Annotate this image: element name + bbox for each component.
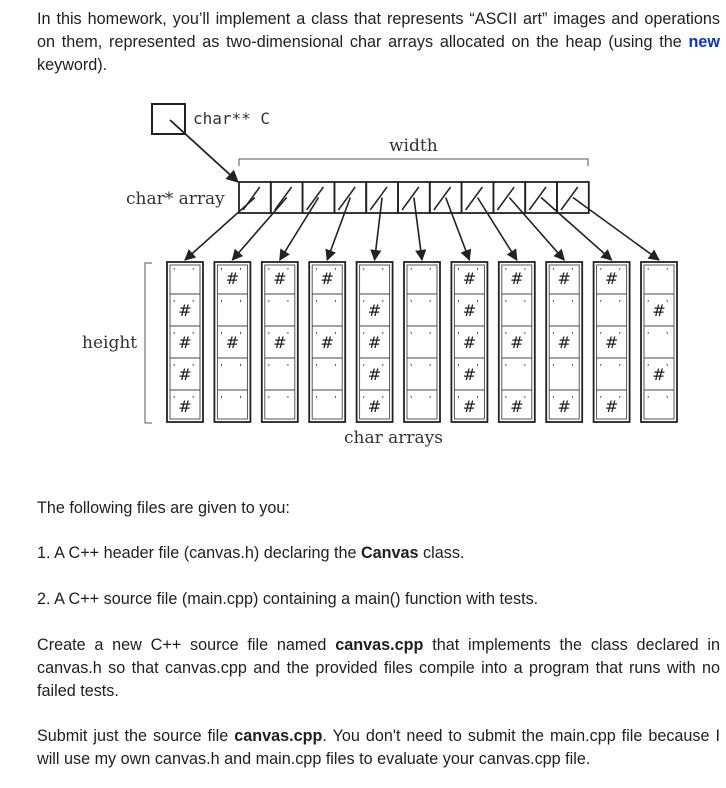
char-cell-quote: ’ bbox=[192, 299, 195, 310]
char-cell-quote: ’ bbox=[192, 267, 195, 278]
char-cell-quote: ’ bbox=[267, 395, 271, 406]
width-bracket bbox=[239, 159, 588, 166]
char-cell-quote: ’ bbox=[523, 299, 527, 310]
submit-text-end: . You don't need to submit the main.cpp file because I will use my own canvas.h and main.cpp files to evaluate your canvas.cpp file. bbox=[37, 727, 721, 768]
char-cell-quote: ’ bbox=[267, 331, 271, 342]
char-cell-quote: ’ bbox=[618, 267, 621, 278]
char-cell-quote: ’ bbox=[571, 267, 574, 278]
char-cell-quote: ’ bbox=[666, 395, 669, 406]
char-cell-quote: ’ bbox=[286, 363, 290, 374]
char-cell-quote: ’ bbox=[334, 395, 337, 406]
pointer-arrow-to-array bbox=[375, 198, 383, 261]
char-cell-quote: ’ bbox=[647, 363, 650, 374]
pointer-cell-stroke bbox=[497, 187, 514, 210]
char-cell-quote: ’ bbox=[457, 331, 460, 342]
char-cell-quote: ’ bbox=[381, 395, 384, 406]
create-paragraph bbox=[37, 634, 720, 703]
char-cell-hash: # bbox=[178, 397, 192, 416]
char-cell-quote: ’ bbox=[504, 267, 508, 278]
char-cell-quote: ’ bbox=[618, 299, 621, 310]
char-cell-quote: ’ bbox=[647, 267, 650, 278]
char-cell-quote: ’ bbox=[552, 331, 555, 342]
create-text: Create a new C++ source file named bbox=[37, 636, 336, 654]
char-cell-quote: ’ bbox=[362, 331, 365, 342]
intro-paragraph bbox=[37, 8, 720, 77]
char-cell-quote: ’ bbox=[571, 395, 574, 406]
char-cell-quote: ’ bbox=[552, 363, 555, 374]
char-cell-hash: # bbox=[510, 269, 524, 288]
char-cell-hash: # bbox=[367, 365, 382, 384]
char-cell-quote: ’ bbox=[362, 395, 365, 406]
char-cell-quote: ’ bbox=[315, 267, 318, 278]
char-cell-quote: ’ bbox=[315, 395, 318, 406]
char-cell-quote: ’ bbox=[315, 363, 318, 374]
char-cell-quote: ’ bbox=[429, 267, 432, 278]
char-cell-quote: ’ bbox=[523, 331, 527, 342]
char-cell-hash: # bbox=[178, 301, 192, 320]
char-cell-hash: # bbox=[557, 269, 571, 288]
char-cell-quote: ’ bbox=[220, 299, 223, 310]
char-cell-quote: ’ bbox=[599, 363, 602, 374]
char-cell-hash: # bbox=[367, 301, 382, 320]
char-cell-hash: # bbox=[652, 301, 666, 320]
keyword-new: new bbox=[688, 33, 720, 51]
char-cell-quote: ’ bbox=[571, 363, 574, 374]
char-cell-hash: # bbox=[604, 397, 619, 416]
char-array-column bbox=[262, 262, 298, 422]
char-cell-hash: # bbox=[462, 301, 477, 320]
char-cell-quote: ’ bbox=[523, 363, 527, 374]
char-cell-quote: ’ bbox=[362, 267, 365, 278]
pointer-arrow-to-array bbox=[327, 198, 350, 261]
char-cell-quote: ’ bbox=[504, 299, 508, 310]
char-cell-quote: ’ bbox=[239, 267, 242, 278]
char-cell-quote: ’ bbox=[381, 299, 384, 310]
create-filename: canvas.cpp bbox=[335, 636, 424, 654]
char-cell-quote: ’ bbox=[666, 267, 669, 278]
char-cell-quote: ’ bbox=[552, 395, 555, 406]
char-cell-quote: ’ bbox=[429, 331, 432, 342]
char-cell-quote: ’ bbox=[220, 395, 223, 406]
pointer-cell-stroke bbox=[307, 187, 324, 210]
pointer-cell-stroke bbox=[275, 187, 292, 210]
char-cell-hash: # bbox=[225, 333, 240, 352]
char-array-column bbox=[546, 262, 582, 422]
pointer-cell-stroke bbox=[434, 187, 451, 210]
char-cell-quote: ’ bbox=[362, 299, 365, 310]
char-cell-quote: ’ bbox=[192, 395, 195, 406]
char-cell-quote: ’ bbox=[239, 363, 242, 374]
intro-text: In this homework, you’ll implement a class that represents “ASCII art” images and operations on them, represented as two-dimensional char arrays allocated on the heap (using the bbox=[37, 10, 720, 51]
char-cell-quote: ’ bbox=[457, 363, 460, 374]
item-1-text: 1. A C++ header file (canvas.h) declaring the bbox=[37, 544, 361, 562]
char-cell-quote: ’ bbox=[410, 299, 413, 310]
char-cell-quote: ’ bbox=[220, 331, 223, 342]
pointer-arrow-to-array bbox=[446, 198, 470, 261]
char-cell-quote: ’ bbox=[599, 267, 602, 278]
pointer-arrow-to-array bbox=[280, 198, 319, 261]
char-cell-quote: ’ bbox=[504, 331, 508, 342]
char-cell-quote: ’ bbox=[599, 299, 602, 310]
submit-paragraph bbox=[37, 725, 720, 771]
pointer-arrow bbox=[170, 120, 238, 182]
array-label: char* array bbox=[126, 189, 225, 209]
files-intro: The following files are given to you: bbox=[37, 499, 290, 517]
pointer-cell-stroke bbox=[370, 187, 387, 210]
pointer-cell-stroke bbox=[529, 187, 546, 210]
char-cell-quote: ’ bbox=[666, 299, 669, 310]
pointer-arrow-to-array bbox=[232, 198, 286, 261]
char-cell-hash: # bbox=[604, 333, 619, 352]
pointer-arrow-to-array bbox=[478, 198, 517, 261]
height-bracket bbox=[145, 263, 152, 423]
char-cell-quote: ’ bbox=[618, 331, 621, 342]
char-cell-quote: ’ bbox=[429, 299, 432, 310]
char-cell-hash: # bbox=[367, 333, 382, 352]
char-cell-quote: ’ bbox=[192, 331, 195, 342]
char-cell-hash: # bbox=[604, 269, 619, 288]
item-2: 2. A C++ source file (main.cpp) containing a main() function with tests. bbox=[37, 590, 539, 608]
char-cell-hash: # bbox=[462, 269, 477, 288]
width-label: width bbox=[389, 136, 438, 156]
char-cell-quote: ’ bbox=[618, 395, 621, 406]
char-cell-quote: ’ bbox=[220, 363, 223, 374]
char-cell-quote: ’ bbox=[334, 267, 337, 278]
char-cell-quote: ’ bbox=[267, 267, 271, 278]
char-cell-quote: ’ bbox=[666, 363, 669, 374]
char-cell-quote: ’ bbox=[334, 363, 337, 374]
char-cell-quote: ’ bbox=[286, 395, 290, 406]
char-cell-hash: # bbox=[178, 365, 192, 384]
pointer-arrow-to-array bbox=[509, 198, 564, 261]
item-1-class-name: Canvas bbox=[360, 544, 419, 562]
char-cell-quote: ’ bbox=[192, 363, 195, 374]
char-cell-hash: # bbox=[367, 397, 382, 416]
char-cell-quote: ’ bbox=[239, 395, 242, 406]
pointer-arrow-to-array bbox=[541, 198, 612, 261]
char-cell-quote: ’ bbox=[410, 267, 413, 278]
char-cell-hash: # bbox=[652, 365, 666, 384]
intro-text-end: keyword). bbox=[37, 56, 108, 74]
char-cell-hash: # bbox=[462, 333, 477, 352]
char-cell-quote: ’ bbox=[476, 267, 479, 278]
char-cell-quote: ’ bbox=[457, 299, 460, 310]
char-cell-quote: ’ bbox=[647, 299, 650, 310]
char-cell-quote: ’ bbox=[599, 331, 602, 342]
char-array-column bbox=[499, 262, 535, 422]
pointer-cell-stroke bbox=[402, 187, 419, 210]
char-cell-quote: ’ bbox=[334, 331, 337, 342]
char-cell-hash: # bbox=[320, 333, 334, 352]
char-cell-quote: ’ bbox=[362, 363, 365, 374]
char-cell-hash: # bbox=[557, 397, 571, 416]
char-cell-hash: # bbox=[273, 269, 287, 288]
char-cell-quote: ’ bbox=[173, 299, 176, 310]
char-cell-quote: ’ bbox=[476, 299, 479, 310]
char-array-column bbox=[309, 262, 345, 422]
char-cell-hash: # bbox=[557, 333, 571, 352]
char-arrays-label: char arrays bbox=[344, 428, 443, 448]
create-text-end: that implements the class declared in canvas.h so that canvas.cpp and the provided files compile into a program that runs with no failed tests. bbox=[37, 636, 721, 700]
char-cell-quote: ’ bbox=[647, 395, 650, 406]
char-cell-hash: # bbox=[273, 333, 287, 352]
char-cell-hash: # bbox=[225, 269, 240, 288]
height-label: height bbox=[82, 333, 138, 353]
char-cell-hash: # bbox=[462, 365, 477, 384]
pointer-cell-stroke bbox=[466, 187, 483, 210]
item-1 bbox=[37, 542, 720, 565]
char-cell-quote: ’ bbox=[504, 363, 508, 374]
char-cell-quote: ’ bbox=[315, 331, 318, 342]
char-cell-quote: ’ bbox=[552, 267, 555, 278]
char-cell-quote: ’ bbox=[286, 331, 290, 342]
char-cell-quote: ’ bbox=[220, 267, 223, 278]
char-cell-quote: ’ bbox=[381, 363, 384, 374]
char-cell-quote: ’ bbox=[523, 395, 527, 406]
char-cell-quote: ’ bbox=[286, 299, 290, 310]
submit-text: Submit just the source file bbox=[37, 727, 235, 745]
char-cell-quote: ’ bbox=[647, 331, 650, 342]
pointer-label: char** C bbox=[193, 109, 271, 128]
char-array-column bbox=[214, 262, 250, 422]
char-cell-quote: ’ bbox=[239, 331, 242, 342]
char-cell-quote: ’ bbox=[334, 299, 337, 310]
char-cell-quote: ’ bbox=[571, 331, 574, 342]
char-cell-quote: ’ bbox=[173, 267, 176, 278]
char-array-column bbox=[357, 262, 393, 422]
item-1-text-end: class. bbox=[418, 544, 465, 562]
pointer-arrow-to-array bbox=[414, 198, 422, 261]
char-cell-quote: ’ bbox=[457, 267, 460, 278]
char-array-column bbox=[641, 262, 677, 422]
submit-filename: canvas.cpp bbox=[234, 727, 323, 745]
char-cell-quote: ’ bbox=[429, 363, 432, 374]
char-cell-hash: # bbox=[178, 333, 192, 352]
char-cell-quote: ’ bbox=[552, 299, 555, 310]
char-cell-quote: ’ bbox=[476, 331, 479, 342]
char-cell-quote: ’ bbox=[173, 363, 176, 374]
char-cell-quote: ’ bbox=[173, 331, 176, 342]
char-cell-hash: # bbox=[320, 269, 334, 288]
char-cell-quote: ’ bbox=[618, 363, 621, 374]
char-cell-quote: ’ bbox=[457, 395, 460, 406]
char-cell-quote: ’ bbox=[267, 363, 271, 374]
char-cell-hash: # bbox=[510, 397, 524, 416]
char-cell-quote: ’ bbox=[381, 267, 384, 278]
char-array-column bbox=[594, 262, 630, 422]
char-cell-quote: ’ bbox=[666, 331, 669, 342]
char-arrays bbox=[167, 262, 677, 422]
char-cell-quote: ’ bbox=[429, 395, 432, 406]
char-cell-quote: ’ bbox=[476, 395, 479, 406]
char-array-column bbox=[167, 262, 203, 422]
char-cell-quote: ’ bbox=[286, 267, 290, 278]
char-cell-quote: ’ bbox=[381, 331, 384, 342]
char-cell-quote: ’ bbox=[476, 363, 479, 374]
char-cell-hash: # bbox=[462, 397, 477, 416]
char-cell-quote: ’ bbox=[571, 299, 574, 310]
char-array-column bbox=[404, 262, 440, 422]
pointer-arrow-to-array bbox=[573, 198, 659, 261]
char-cell-quote: ’ bbox=[267, 299, 271, 310]
char-cell-quote: ’ bbox=[239, 299, 242, 310]
char-cell-quote: ’ bbox=[315, 299, 318, 310]
char-cell-quote: ’ bbox=[410, 363, 413, 374]
memory-diagram bbox=[0, 96, 726, 456]
char-array-column bbox=[451, 262, 487, 422]
char-cell-quote: ’ bbox=[410, 395, 413, 406]
char-cell-hash: # bbox=[510, 333, 524, 352]
char-cell-quote: ’ bbox=[410, 331, 413, 342]
char-cell-quote: ’ bbox=[523, 267, 527, 278]
char-cell-quote: ’ bbox=[599, 395, 602, 406]
char-cell-quote: ’ bbox=[504, 395, 508, 406]
char-cell-quote: ’ bbox=[173, 395, 176, 406]
